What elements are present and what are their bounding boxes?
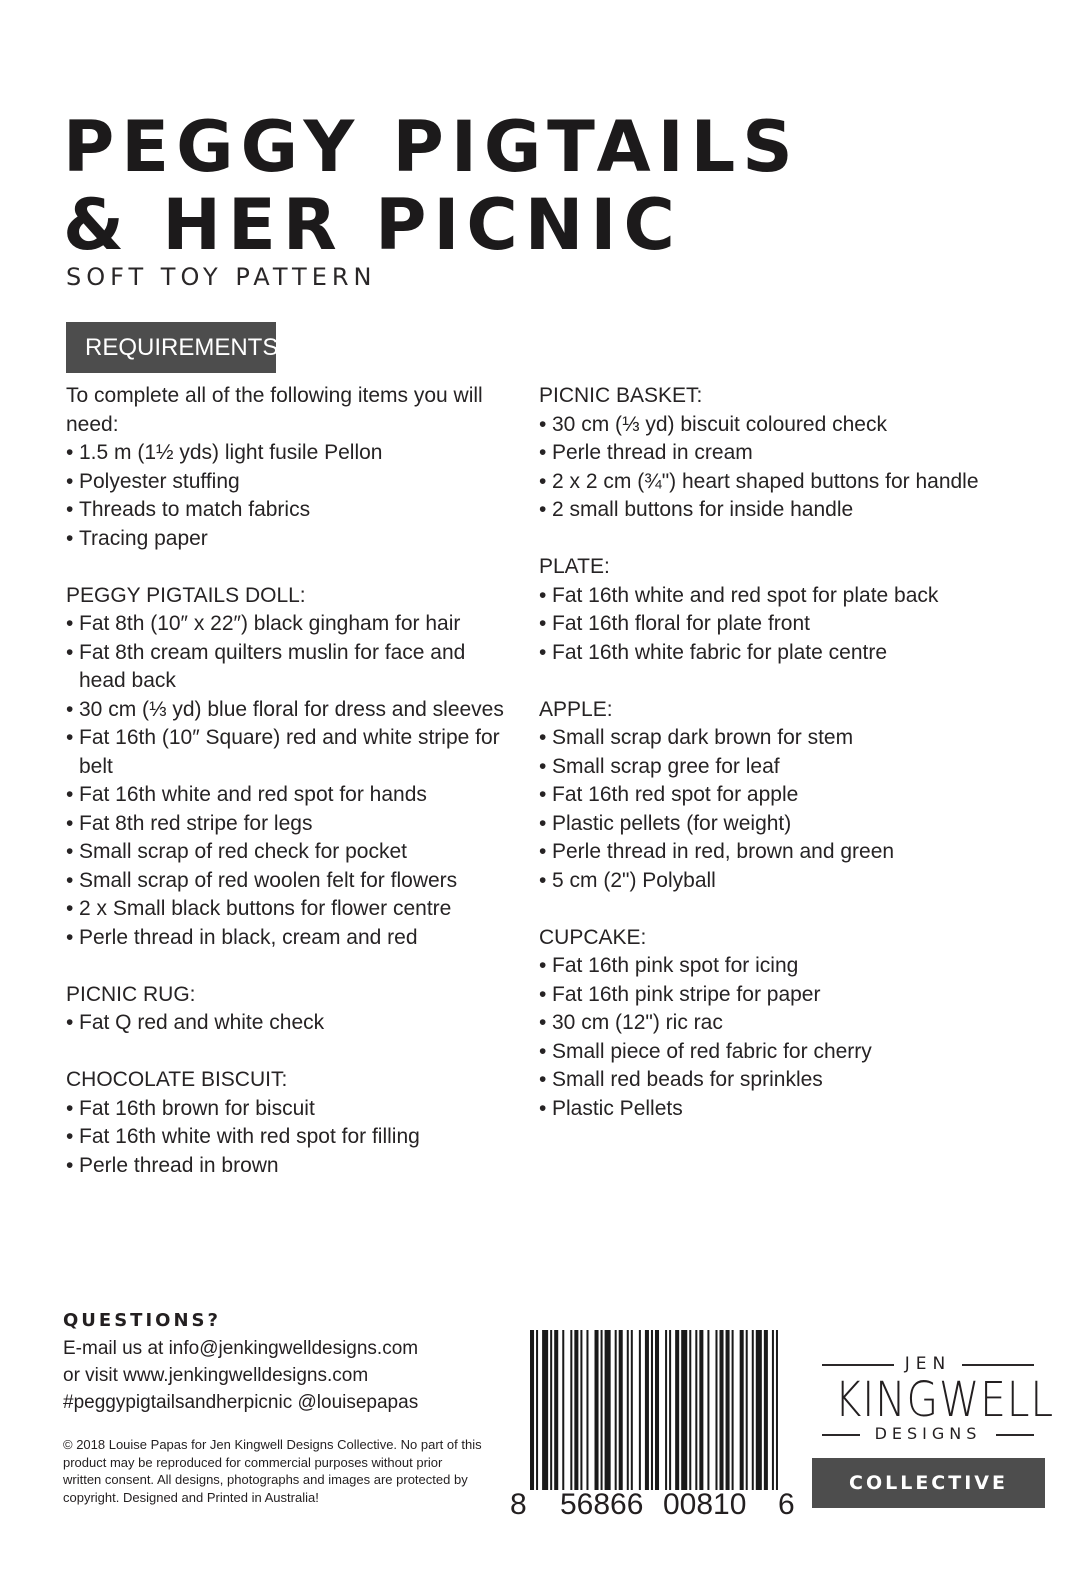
section-list — [66, 610, 506, 952]
list-item: • Fat 16th pink stripe for paper — [539, 982, 821, 1006]
section-title: PICNIC RUG: — [66, 982, 196, 1006]
jen-kingwell-logo — [810, 1350, 1054, 1510]
website-line[interactable]: or visit www.jenkingwelldesigns.com — [63, 1365, 369, 1386]
logo-designs-text: DESIGNS — [874, 1424, 982, 1443]
section-title: PEGGY PIGTAILS DOLL: — [66, 583, 306, 607]
barcode-digit-last: 6 — [778, 1488, 795, 1521]
list-item: • Fat 16th brown for biscuit — [66, 1096, 315, 1120]
list-item: • Fat 16th white and red spot for hands — [66, 783, 427, 806]
barcode-digit-first: 8 — [510, 1488, 527, 1521]
list-item: • Small piece of red fabric for cherry — [539, 1039, 872, 1063]
section-plate — [539, 553, 1009, 667]
section-apple — [539, 696, 1009, 896]
logo-jen-text: JEN — [904, 1354, 952, 1374]
pattern-subtitle: SOFT TOY PATTERN — [66, 263, 377, 291]
list-item: • Perle thread in red, brown and green — [539, 840, 895, 863]
section-title: PLATE: — [539, 555, 610, 578]
list-item: • 5 cm (2") Polyball — [539, 868, 716, 892]
list-item: • Small scrap gree for leaf — [539, 754, 780, 778]
list-item: • Plastic Pellets — [539, 1096, 683, 1120]
list-item: • Fat 16th pink spot for icing — [539, 954, 799, 977]
questions-heading: QUESTIONS? — [63, 1310, 221, 1331]
list-item: • Perle thread in brown — [66, 1153, 279, 1177]
section-list — [539, 411, 1009, 525]
list-item: • 30 cm (⅓ yd) biscuit coloured check — [539, 412, 887, 436]
list-item: • Small red beads for sprinkles — [539, 1068, 823, 1091]
requirements-left-column — [66, 382, 506, 1209]
list-item: • Small scrap dark brown for stem — [539, 726, 854, 749]
hashtags-line: #peggypigtailsandherpicnic @louisepapas — [63, 1392, 419, 1413]
title-line-2: & HER PICNIC — [63, 184, 682, 266]
section-title: PICNIC BASKET: — [539, 384, 703, 407]
list-item: • Perle thread in black, cream and red — [66, 925, 418, 949]
logo-kingwell-text: KINGWELL — [834, 1372, 1054, 1428]
title-line-1: PEGGY PIGTAILS — [63, 106, 800, 188]
requirements-right-column — [539, 382, 1009, 1152]
list-item: • Plastic pellets (for weight) — [539, 811, 792, 835]
barcode-bars — [530, 1330, 782, 1490]
list-item: • Fat 16th white with red spot for filling — [66, 1125, 420, 1148]
general-list — [66, 439, 506, 553]
section-picnic-rug — [66, 981, 506, 1038]
list-item: • Threads to match fabrics — [66, 498, 311, 521]
list-item: • Polyester stuffing — [66, 469, 240, 493]
section-list — [66, 1009, 506, 1038]
list-item: • 30 cm (⅓ yd) blue floral for dress and sleeves — [66, 697, 504, 721]
list-item: • Fat 16th (10″ Square) red and white stripe for belt — [66, 726, 500, 778]
section-list — [539, 952, 1009, 1123]
list-item: • Tracing paper — [66, 526, 208, 550]
list-item: • 2 small buttons for inside handle — [539, 498, 854, 521]
barcode — [510, 1330, 800, 1520]
section-title: APPLE: — [539, 697, 613, 721]
list-item: • Small scrap of red check for pocket — [66, 840, 407, 863]
logo-collective-badge: COLLECTIVE — [812, 1458, 1045, 1508]
section-list — [66, 1095, 506, 1181]
list-item: • Perle thread in cream — [539, 441, 753, 464]
requirements-header: REQUIREMENTS — [66, 322, 276, 373]
list-item: • Fat 16th white fabric for plate centre — [539, 640, 888, 664]
section-title: CUPCAKE: — [539, 925, 647, 949]
section-list — [539, 582, 1009, 668]
list-item: • Fat 8th cream quilters muslin for face and head back — [66, 640, 466, 692]
list-item: • Fat Q red and white check — [66, 1011, 325, 1034]
section-picnic-basket — [539, 382, 1009, 525]
barcode-digits-right: 00810 — [663, 1488, 747, 1521]
pattern-title — [63, 108, 800, 264]
section-peggy-doll — [66, 582, 506, 953]
barcode-digits-left: 56866 — [560, 1488, 644, 1521]
list-item: • Fat 8th (10″ x 22″) black gingham for hair — [66, 612, 461, 635]
list-item: • 2 x 2 cm (¾") heart shaped buttons for handle — [539, 469, 979, 493]
list-item: • Small scrap of red woolen felt for flowers — [66, 868, 458, 892]
section-list — [539, 724, 1009, 895]
list-item: • Fat 16th red spot for apple — [539, 783, 799, 806]
section-title: CHOCOLATE BISCUIT: — [66, 1068, 288, 1091]
section-chocolate-biscuit — [66, 1066, 506, 1180]
email-line[interactable]: E-mail us at info@jenkingwelldesigns.com — [63, 1338, 419, 1359]
list-item: • 30 cm (12") ric rac — [539, 1011, 723, 1034]
contact-info — [63, 1335, 418, 1416]
intro-text: To complete all of the following items you will need: — [66, 384, 483, 436]
list-item: • Fat 8th red stripe for legs — [66, 811, 313, 835]
list-item: • Fat 16th white and red spot for plate back — [539, 583, 939, 607]
copyright-notice: © 2018 Louise Papas for Jen Kingwell Designs Collective. No part of this product may be reproduced for commercial purposes without prior written consent. All designs, photographs and images are protected by copyright. Designed and Printed in Australia! — [63, 1437, 482, 1505]
section-cupcake — [539, 924, 1009, 1124]
list-item: • 2 x Small black buttons for flower centre — [66, 897, 452, 920]
list-item: • 1.5 m (1½ yds) light fusile Pellon — [66, 441, 383, 464]
list-item: • Fat 16th floral for plate front — [539, 612, 810, 635]
